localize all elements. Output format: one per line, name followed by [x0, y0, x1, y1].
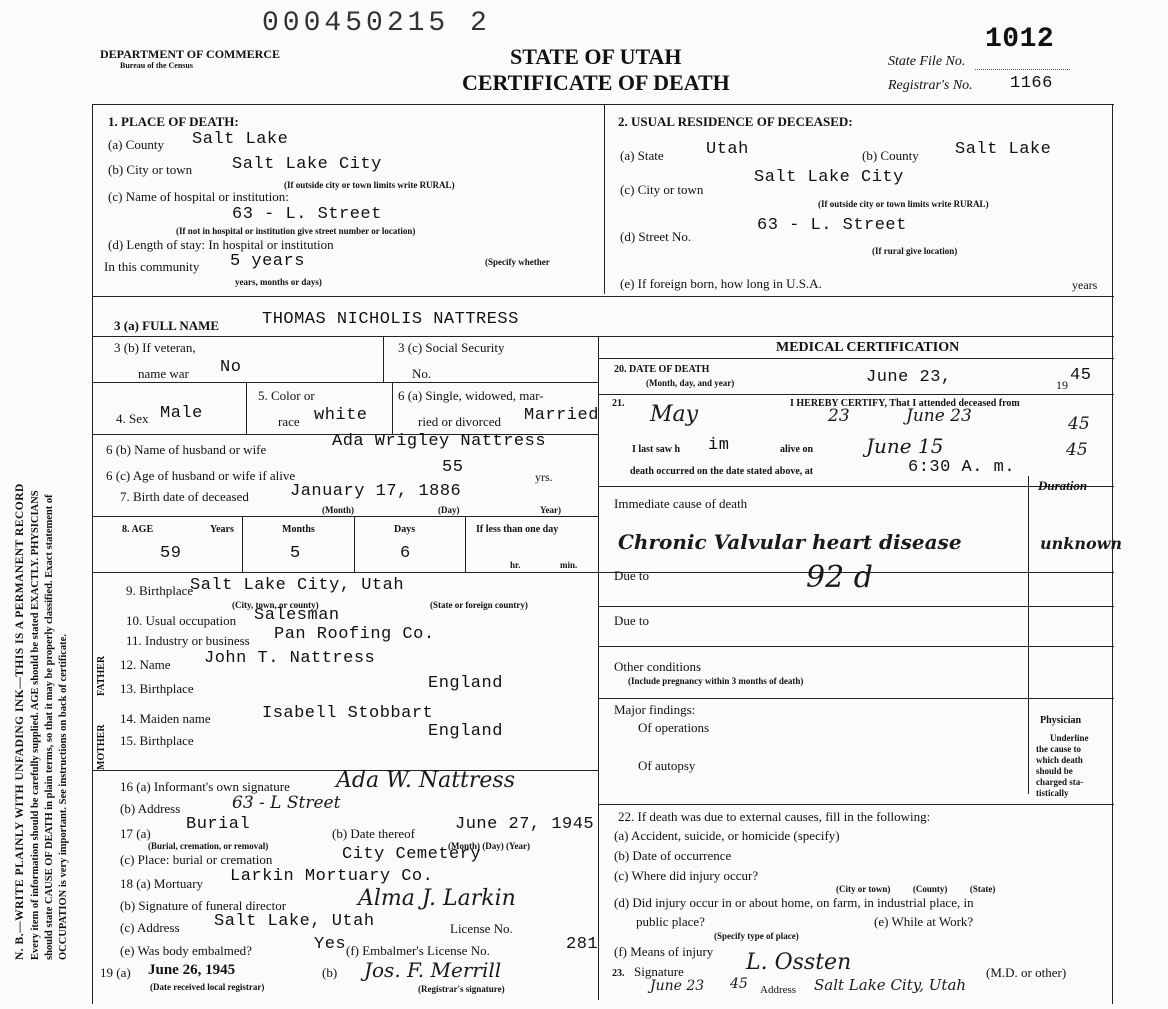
department: DEPARTMENT OF COMMERCE	[100, 47, 281, 61]
registrar-19-label: 19 (a)	[100, 965, 131, 980]
license-label: License No.	[450, 921, 513, 936]
birthplace-value: Salt Lake City, Utah	[190, 576, 405, 595]
physician-note-6: tistically	[1036, 788, 1069, 798]
physician-note-0: Physician	[1040, 715, 1082, 726]
attended-to: June 23	[906, 406, 972, 426]
margin-note-2: should state CAUSE OF DEATH in plain terms, so that it may be properly classified. Exact statement of	[44, 494, 55, 960]
hospital-note: (If not in hospital or institution give street number or location)	[176, 226, 416, 236]
age-days-label: Days	[394, 524, 416, 535]
death-time: 6:30 A. m.	[908, 458, 1016, 477]
cause-duration: unknown	[1040, 534, 1123, 553]
mother-birth-value: England	[428, 722, 503, 741]
other-conditions-note: (Include pregnancy within 3 months of death)	[628, 676, 804, 686]
ext-a: (a) Accident, suicide, or homicide (specify)	[614, 828, 840, 843]
full-name-value: THOMAS NICHOLIS NATTRESS	[262, 310, 519, 329]
serial-number: 000450215 2	[262, 8, 491, 39]
ext-title: 22. If death was due to external causes, fill in the following:	[618, 809, 931, 824]
duration-header: Duration	[1038, 478, 1088, 493]
certificate-title: CERTIFICATE OF DEATH	[462, 70, 730, 95]
physician-note-3: which death	[1036, 755, 1083, 765]
spouse-label: 6 (b) Name of husband or wife	[106, 442, 267, 457]
community-value: 5 years	[230, 252, 305, 271]
res-street-label: (d) Street No.	[620, 229, 692, 244]
age-less-label: If less than one day	[476, 524, 559, 535]
age-months-label: Months	[282, 524, 315, 535]
registrar-date-note: (Date received local registrar)	[150, 982, 265, 992]
other-conditions-label: Other conditions	[614, 659, 702, 674]
marital-label-2: ried or divorced	[418, 414, 502, 429]
hospital-value: 63 - L. Street	[232, 205, 382, 224]
sex-label: 4. Sex	[116, 411, 149, 426]
ext-f: (f) Means of injury	[614, 944, 714, 959]
res-years: years	[1072, 278, 1098, 292]
place-of-death-title: 1. PLACE OF DEATH:	[108, 114, 239, 129]
burial-date-label: (b) Date thereof	[332, 826, 416, 841]
res-foreign-label: (e) If foreign born, how long in U.S.A.	[620, 276, 822, 291]
occupation-label: 10. Usual occupation	[126, 613, 237, 628]
burial-place-value: City Cemetery	[342, 845, 482, 864]
burial-mdy: (Month) (Day) (Year)	[448, 841, 530, 851]
embalmed-value: Yes	[314, 935, 347, 954]
burial-date-value: June 27, 1945	[455, 815, 595, 834]
birth-month-note: (Month)	[322, 505, 354, 515]
registrar-b-label: (b)	[322, 965, 338, 980]
death-occ: death occurred on the date stated above, at	[630, 466, 814, 477]
birthplace-label: 9. Birthplace	[126, 583, 194, 598]
registrar-sig-note: (Registrar's signature)	[418, 984, 505, 994]
margin-note-3: OCCUPATION is very important. See instructions on back of certificate.	[58, 634, 69, 960]
ext-d2: public place?	[636, 914, 705, 929]
res-street-value: 63 - L. Street	[757, 216, 907, 235]
community-label: In this community	[104, 259, 200, 274]
informant-address: 63 - L Street	[232, 793, 341, 813]
res-county-label: (b) County	[862, 148, 919, 163]
doctor-address: Salt Lake City, Utah	[814, 976, 967, 994]
spouse-age-label: 6 (c) Age of husband or wife if alive	[106, 468, 296, 483]
mortuary-address-label: (c) Address	[120, 920, 180, 935]
state-heading: STATE OF UTAH	[510, 44, 682, 69]
date-death-value: June 23,	[866, 368, 952, 387]
res-rural-note: (If rural give location)	[872, 246, 958, 256]
birth-date-value: January 17, 1886	[290, 482, 462, 501]
birthplace-note-1: (City, town, or county)	[232, 600, 319, 610]
father-name-label: 12. Name	[120, 657, 171, 672]
major-findings-label: Major findings:	[614, 702, 696, 717]
county-value: Salt Lake	[192, 130, 289, 149]
age-years-label: Years	[210, 524, 234, 535]
attended-from-day: 23	[828, 406, 850, 426]
spouse-value: Ada Wrigley Nattress	[332, 432, 547, 451]
residence-title: 2. USUAL RESIDENCE OF DECEASED:	[618, 114, 853, 129]
mortuary-address-value: Salt Lake, Utah	[214, 912, 375, 931]
ss-label: 3 (c) Social Security	[398, 340, 505, 355]
director-label: (b) Signature of funeral director	[120, 898, 287, 913]
spouse-age-value: 55	[442, 458, 464, 477]
alive-date: June 15	[866, 434, 944, 458]
color-label: 5. Color or	[258, 388, 315, 403]
alive-year: 45	[1066, 440, 1088, 460]
mother-side-label: MOTHER	[96, 724, 107, 770]
birth-year-note: Year)	[540, 505, 561, 515]
physician-note-5: charged sta-	[1036, 777, 1084, 787]
industry-value: Pan Roofing Co.	[274, 625, 435, 644]
res-city-note: (If outside city or town limits write RURAL)	[818, 199, 989, 209]
date-year-value: 45	[1070, 366, 1092, 385]
mother-maiden-value: Isabell Stobbart	[262, 704, 434, 723]
informant-address-label: (b) Address	[120, 801, 181, 816]
father-birth-label: 13. Birthplace	[120, 681, 194, 696]
hospital-label: (c) Name of hospital or institution:	[108, 189, 289, 204]
physician-note-4: should be	[1036, 766, 1073, 776]
name-war-label: name war	[138, 366, 189, 381]
veteran-value: No	[220, 358, 242, 377]
embalmed-label: (e) Was body embalmed?	[120, 943, 252, 958]
ext-e: (e) While at Work?	[874, 914, 974, 929]
age-years-value: 59	[160, 544, 182, 563]
due-to-1-label: Due to	[614, 568, 650, 583]
birth-day-note: (Day)	[438, 505, 460, 515]
margin-note-ink: N. B.—WRITE PLAINLY WITH UNFADING INK—THIS IS A PERMANENT RECORD	[14, 483, 26, 960]
registrar-signature: Jos. F. Merrill	[364, 958, 502, 982]
embalmer-label: (f) Embalmer's License No.	[346, 943, 490, 958]
immediate-label: Immediate cause of death	[614, 496, 748, 511]
state-file-label: State File No.	[888, 54, 966, 69]
num-23: 23.	[612, 968, 625, 979]
registrar-label: Registrar's No.	[888, 78, 973, 93]
sex-value: Male	[160, 404, 203, 423]
burial-value: Burial	[186, 815, 251, 834]
doctor-address-label: Address	[760, 984, 797, 996]
informant-label: 16 (a) Informant's own signature	[120, 779, 290, 794]
father-side-label: FATHER	[96, 655, 107, 696]
burial-place-label: (c) Place: burial or cremation	[120, 852, 273, 867]
last-saw: I last saw h	[632, 444, 681, 455]
veteran-label: 3 (b) If veteran,	[114, 340, 196, 355]
full-name-label: 3 (a) FULL NAME	[114, 318, 220, 333]
informant-signature: Ada W. Nattress	[336, 768, 515, 793]
age-hr-label: hr.	[510, 560, 521, 570]
marital-label: 6 (a) Single, widowed, mar-	[398, 388, 544, 403]
last-saw-him: im	[708, 436, 730, 455]
bureau: Bureau of the Census	[120, 61, 193, 70]
burial-notes: (Burial, cremation, or removal)	[148, 841, 269, 851]
doctor-signature: L. Ossten	[746, 950, 852, 975]
res-county-value: Salt Lake	[955, 140, 1052, 159]
city-label: (b) City or town	[108, 162, 193, 177]
spouse-age-yrs: yrs.	[535, 470, 553, 484]
ss-no-label: No.	[412, 366, 432, 381]
res-state-value: Utah	[706, 140, 749, 159]
cause-value: Chronic Valvular heart disease	[618, 530, 962, 554]
birthplace-note-2: (State or foreign country)	[430, 600, 528, 610]
certify-text: I HEREBY CERTIFY, That I attended deceased from	[790, 398, 1020, 409]
race-value: white	[314, 406, 368, 425]
physician-note-1: Underline	[1050, 733, 1089, 743]
ext-sub: (City or town) (County) (State)	[836, 884, 996, 894]
father-birth-value: England	[428, 674, 503, 693]
attended-from: May	[650, 402, 699, 427]
num-21: 21.	[612, 398, 625, 409]
city-value: Salt Lake City	[232, 155, 382, 174]
specify-note: (Specify whether	[485, 257, 550, 267]
margin-note-1: Every item of information should be carefully supplied. AGE should be stated EXACTLY. PHYSICIANS	[30, 490, 41, 960]
physician-note-2: the cause to	[1036, 744, 1081, 754]
res-city-label: (c) City or town	[620, 182, 704, 197]
alive-on: alive on	[780, 444, 814, 455]
county-label: (a) County	[108, 137, 164, 152]
date-death-label: 20. DATE OF DEATH	[614, 364, 710, 375]
attended-year: 45	[1068, 414, 1090, 434]
ext-b: (b) Date of occurrence	[614, 848, 732, 863]
ext-spec: (Specify type of place)	[714, 931, 799, 941]
signature-label: Signature	[634, 964, 684, 979]
registrar-number: 1166	[1010, 74, 1053, 93]
burial-label: 17 (a)	[120, 826, 151, 841]
mother-birth-label: 15. Birthplace	[120, 733, 194, 748]
units-note: years, months or days)	[235, 277, 322, 287]
age-months-value: 5	[290, 544, 301, 563]
age-label: 8. AGE	[122, 524, 154, 535]
city-note: (If outside city or town limits write RURAL)	[284, 180, 455, 190]
ext-c: (c) Where did injury occur?	[614, 868, 759, 883]
sign-date: June 23	[650, 978, 705, 994]
md-label: (M.D. or other)	[986, 965, 1067, 980]
medical-title: MEDICAL CERTIFICATION	[776, 340, 960, 355]
race-label: race	[278, 414, 300, 429]
date-death-sub: (Month, day, and year)	[646, 378, 735, 388]
sign-year: 45	[730, 976, 748, 992]
mother-maiden-label: 14. Maiden name	[120, 711, 211, 726]
marital-value: Married	[524, 406, 599, 425]
due-to-2-label: Due to	[614, 613, 650, 628]
res-city-value: Salt Lake City	[754, 168, 904, 187]
age-days-value: 6	[400, 544, 411, 563]
embalmer-no: 281	[566, 935, 599, 954]
registrar-date: June 26, 1945	[148, 962, 236, 978]
director-signature: Alma J. Larkin	[358, 886, 516, 911]
mortuary-value: Larkin Mortuary Co.	[230, 867, 434, 886]
stay-label: (d) Length of stay: In hospital or institution	[108, 237, 334, 252]
autopsy-label: Of autopsy	[638, 758, 696, 773]
industry-label: 11. Industry or business	[126, 633, 250, 648]
date-year-prefix: 19	[1056, 378, 1068, 392]
operations-label: Of operations	[638, 720, 710, 735]
father-name-value: John T. Nattress	[204, 649, 376, 668]
age-min-label: min.	[560, 560, 578, 570]
due-to-1-value: 92 d	[806, 560, 873, 595]
birth-date-label: 7. Birth date of deceased	[120, 489, 249, 504]
res-state-label: (a) State	[620, 148, 664, 163]
ext-d: (d) Did injury occur in or about home, on farm, in industrial place, in	[614, 895, 974, 910]
occupation-value: Salesman	[254, 606, 340, 625]
mortuary-label: 18 (a) Mortuary	[120, 876, 204, 891]
corner-number: 1012	[985, 24, 1055, 55]
